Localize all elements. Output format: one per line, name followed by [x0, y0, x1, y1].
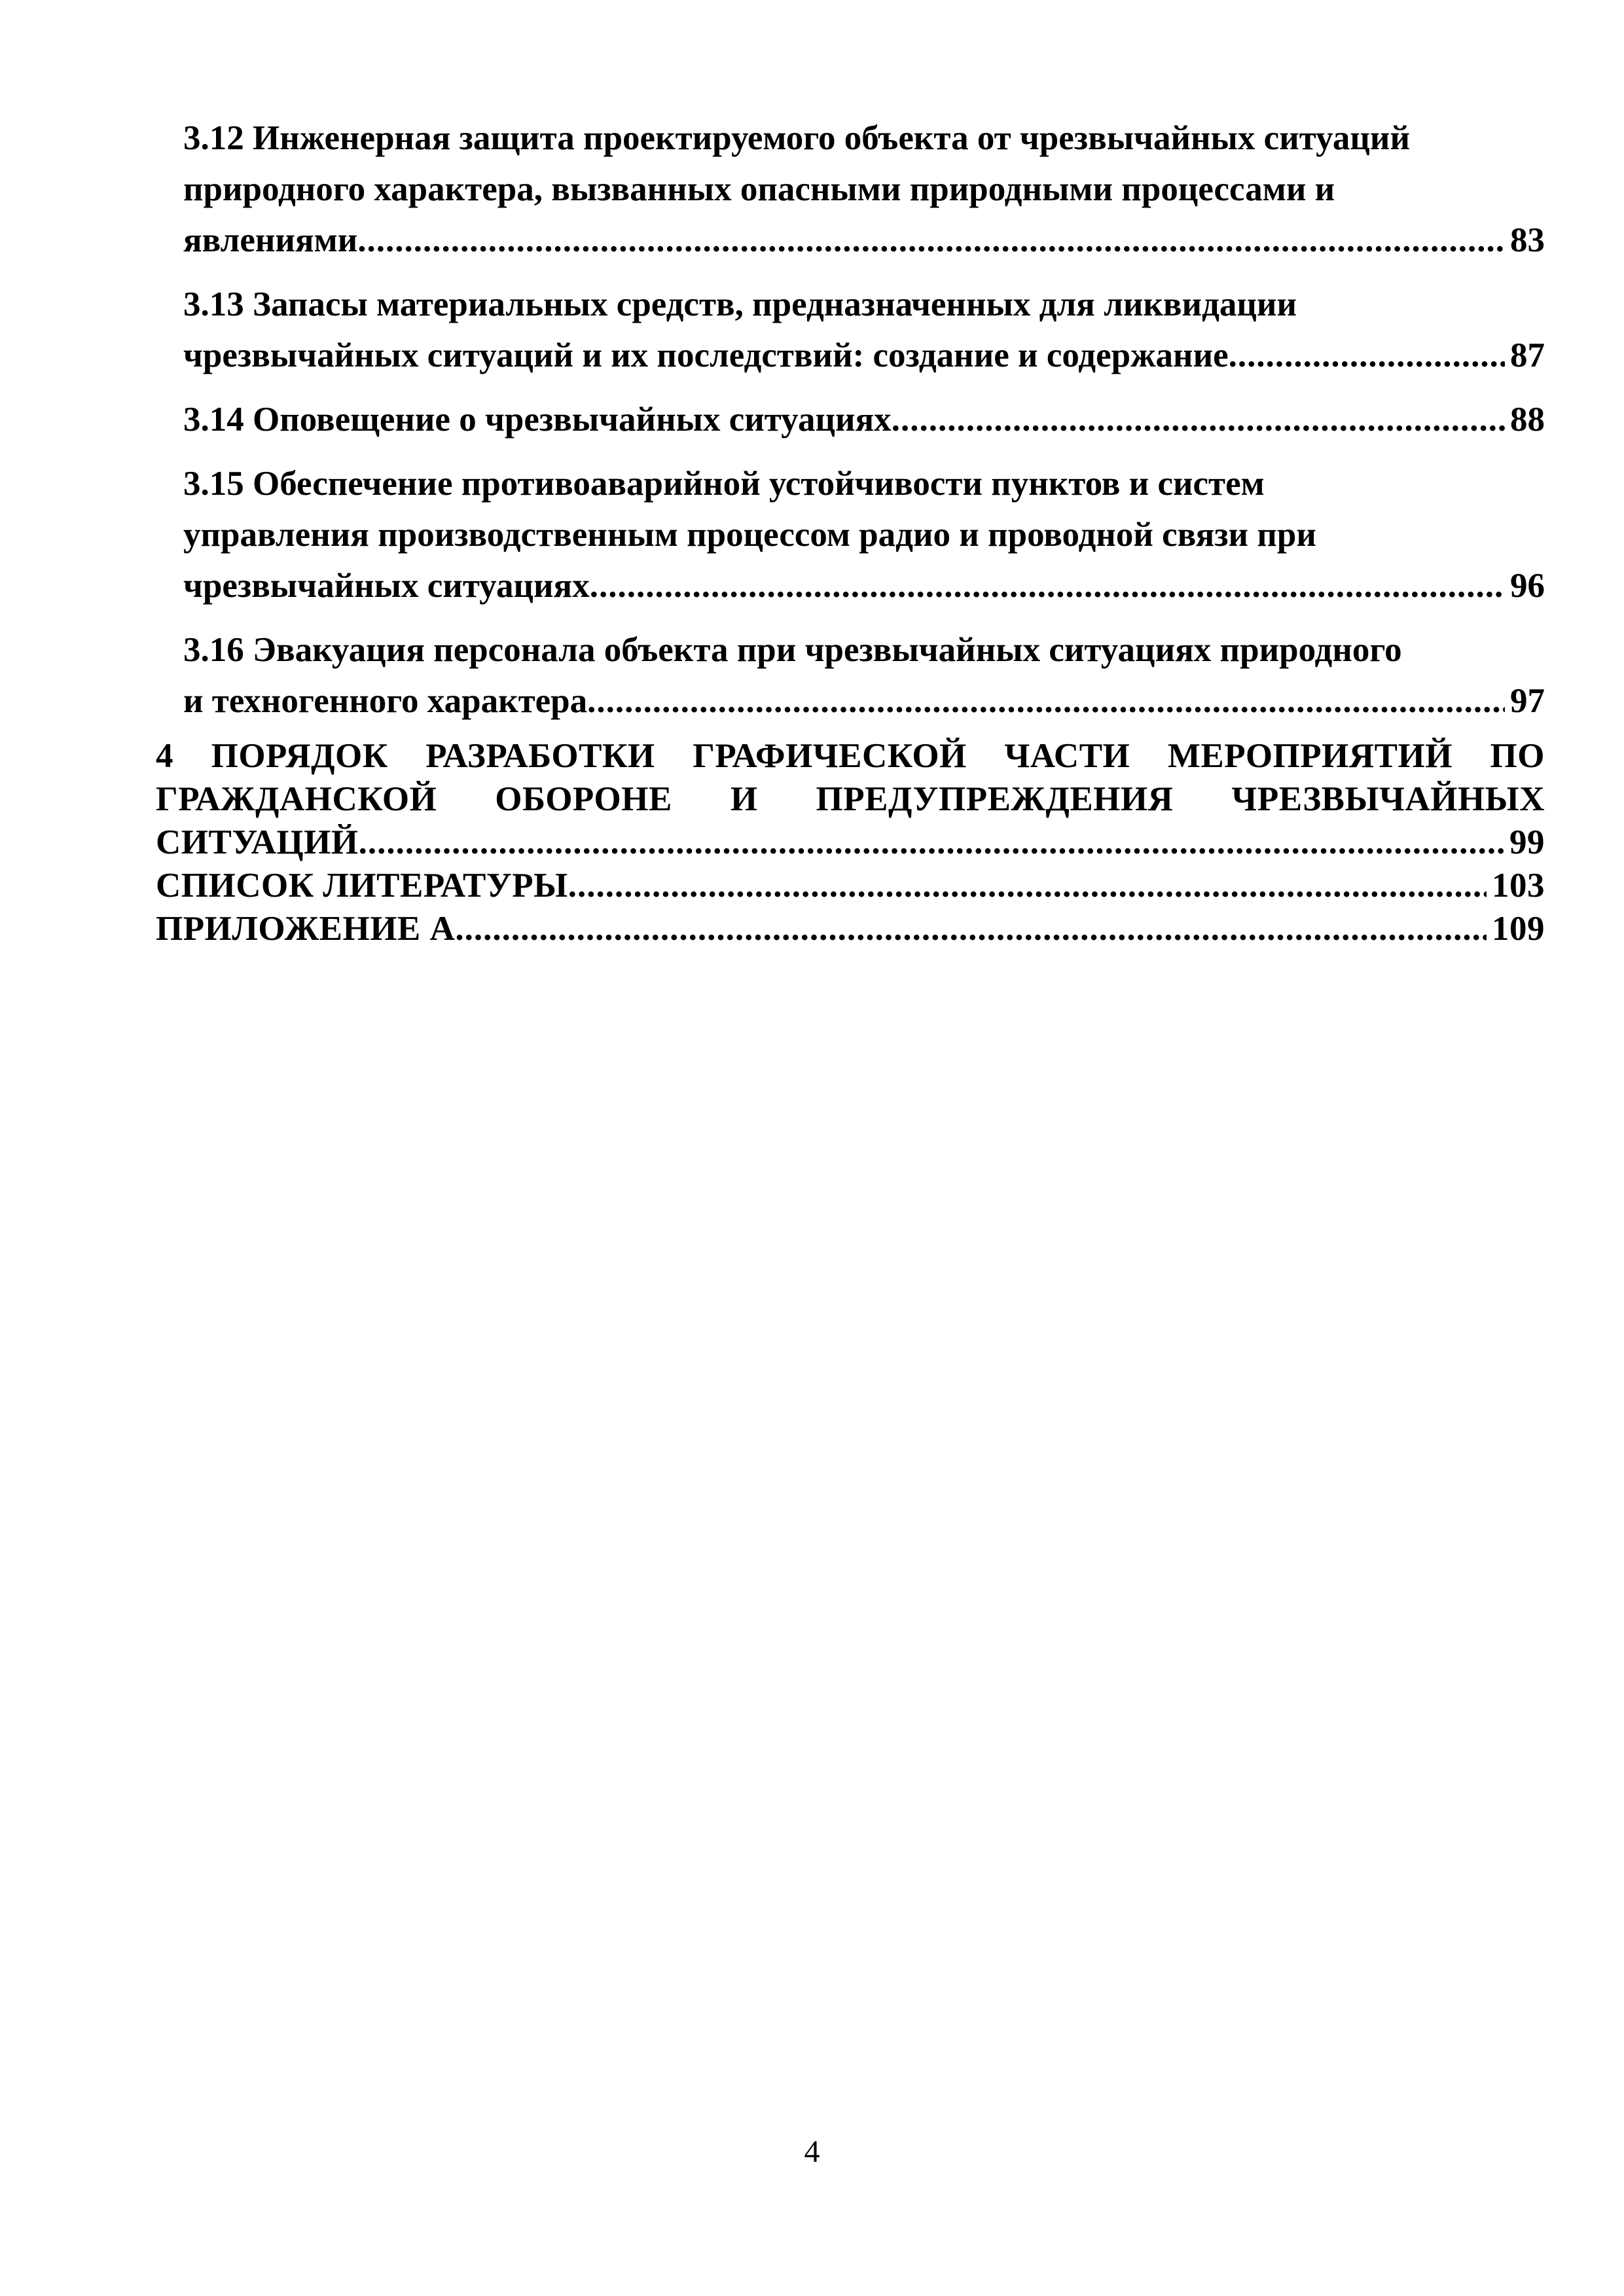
toc-dot-leader — [1229, 330, 1505, 381]
toc-entry-last-line — [156, 907, 1545, 950]
toc-page-number: 97 — [1510, 682, 1545, 720]
toc-entry-line: 3.15 Обеспечение противоаварийной устойчивости пунктов и систем — [183, 465, 1265, 503]
toc-entry-3-15[interactable] — [156, 458, 1545, 611]
toc-entry-3-12[interactable] — [156, 113, 1545, 266]
toc-dot-leader — [587, 675, 1505, 726]
toc-entry-last-line — [183, 675, 1545, 726]
toc-entry-3-16[interactable] — [156, 624, 1545, 726]
toc-entry-line: 3.12 Инженерная защита проектируемого объекта от чрезвычайных ситуаций — [183, 119, 1410, 157]
toc-entry-last-line — [183, 215, 1545, 266]
toc-entry-last-line — [183, 394, 1545, 445]
toc-entry-line: 4 ПОРЯДОК РАЗРАБОТКИ ГРАФИЧЕСКОЙ ЧАСТИ МЕРОПРИЯТИЙ ПО — [156, 737, 1545, 775]
toc-entry-line: ГРАЖДАНСКОЙ ОБОРОНЕ И ПРЕДУПРЕЖДЕНИЯ ЧРЕЗВЫЧАЙНЫХ — [156, 780, 1545, 818]
toc-entry-last-line — [156, 864, 1545, 907]
toc-page-number: 99 — [1509, 823, 1545, 861]
toc-entry-text: 3.14 Оповещение о чрезвычайных ситуациях — [183, 401, 892, 439]
toc-dot-leader — [359, 821, 1504, 864]
toc-entry-text: ПРИЛОЖЕНИЕ А — [156, 910, 456, 948]
toc-entry-line: 3.13 Запасы материальных средств, предназначенных для ликвидации — [183, 285, 1297, 323]
toc-entry-line: природного характера, вызванных опасными природными процессами и — [183, 170, 1335, 208]
toc-dot-leader — [455, 907, 1487, 950]
page-number: 4 — [804, 2134, 820, 2169]
toc-page-number: 87 — [1510, 336, 1545, 374]
toc-entry-text: чрезвычайных ситуаций и их последствий: создание и содержание — [183, 336, 1229, 374]
toc-entry-3-14[interactable] — [156, 394, 1545, 445]
toc-entry-text: СИТУАЦИЙ — [156, 823, 359, 861]
toc-entry-3-13[interactable] — [156, 279, 1545, 381]
toc-dot-leader — [590, 560, 1505, 611]
toc-entry-last-line — [183, 560, 1545, 611]
toc-page-number: 96 — [1510, 567, 1545, 605]
toc-entry-section-4[interactable] — [156, 734, 1545, 864]
toc-page-number: 83 — [1510, 221, 1545, 259]
toc-entry-last-line — [183, 330, 1545, 381]
toc-entry-text: СПИСОК ЛИТЕРАТУРЫ — [156, 867, 568, 905]
toc-entry-last-line — [156, 821, 1545, 864]
toc-entry-line: управления производственным процессом радио и проводной связи при — [183, 516, 1316, 554]
toc-entry-text: и техногенного характера — [183, 682, 588, 720]
toc-entry-appendix[interactable] — [156, 907, 1545, 950]
toc-page-number: 103 — [1492, 867, 1545, 905]
toc-dot-leader — [568, 864, 1487, 907]
toc-entry-text: чрезвычайных ситуациях — [183, 567, 590, 605]
toc-dot-leader — [892, 394, 1505, 445]
toc-page-number: 88 — [1510, 401, 1545, 439]
toc-page-number: 109 — [1492, 910, 1545, 948]
toc-entry-line: 3.16 Эвакуация персонала объекта при чрезвычайных ситуациях природного — [183, 631, 1402, 669]
toc-entry-references[interactable] — [156, 864, 1545, 907]
toc-entry-text: явлениями — [183, 221, 358, 259]
toc-dot-leader — [357, 215, 1505, 266]
table-of-contents — [156, 113, 1545, 950]
